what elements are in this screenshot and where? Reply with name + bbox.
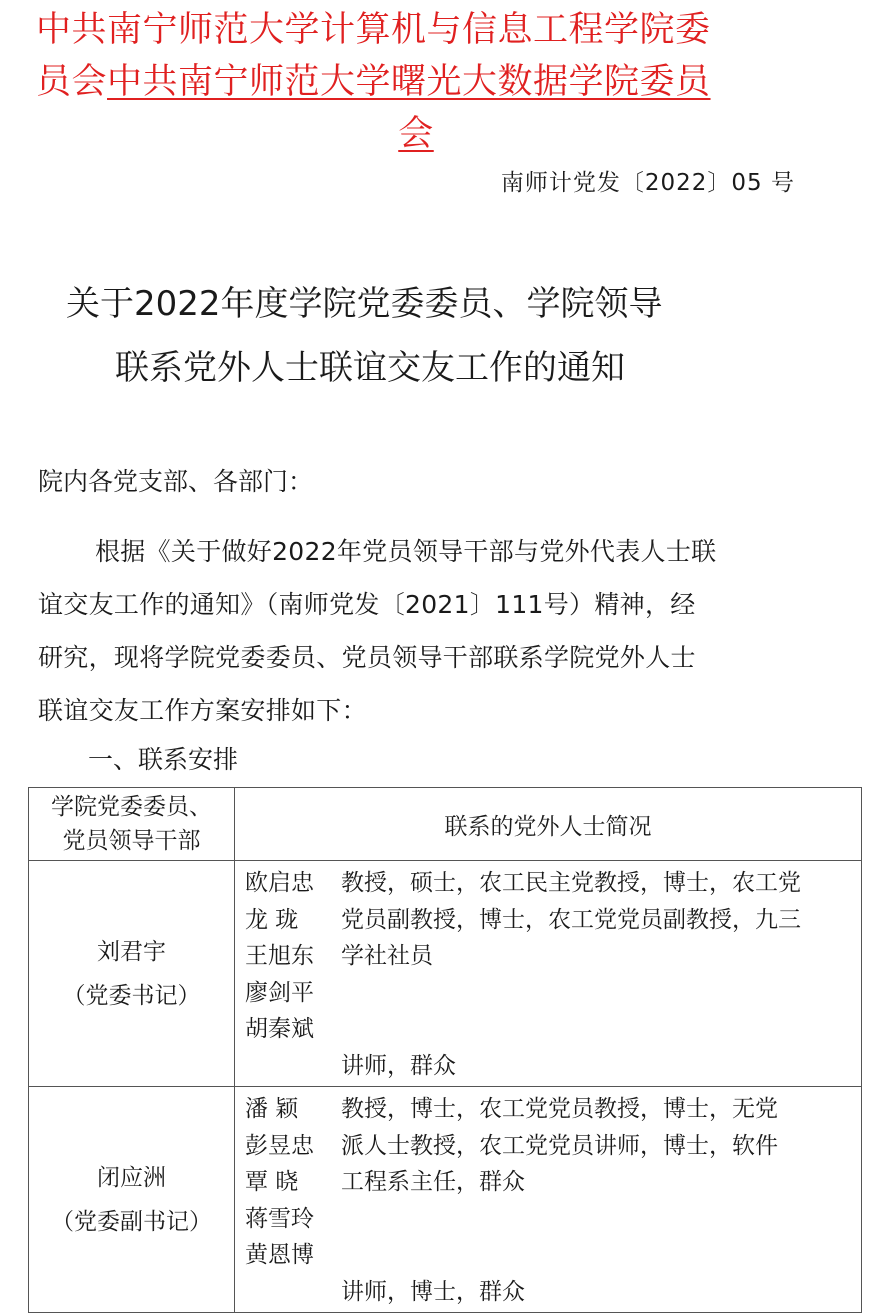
header-line3: 会 [398, 114, 434, 154]
header-col1-line2: 党员领导干部 [62, 828, 201, 854]
contact-name: 廖剑平 [245, 979, 314, 1006]
table-header-row [29, 788, 862, 861]
paragraph-line1: 根据《关于做好2022年党员领导干部与党外代表人士联 [95, 537, 717, 566]
desc-line: 讲师，群众 [341, 1052, 456, 1079]
paragraph-line2: 谊交友工作的通知》（南师党发〔2021〕111号）精神，经 [38, 590, 696, 619]
header-contacts-column: 联系的党外人士简况 [235, 788, 862, 861]
contact-name: 彭昱忠 [245, 1132, 314, 1159]
leader-cell [29, 1087, 235, 1313]
desc-line: 教授，博士，农工党党员教授，博士，无党 [341, 1096, 778, 1122]
leader-cell [29, 861, 235, 1087]
header-line2b: 中共南宁师范大学曙光大数据学院委员 [107, 62, 711, 102]
paragraph-line3: 研究，现将学院党委委员、党员领导干部联系学院党外人士 [38, 643, 696, 672]
contact-names [245, 865, 341, 1084]
contact-name: 胡秦斌 [245, 1016, 314, 1042]
body-paragraph [38, 525, 818, 737]
title-line2: 联系党外人士联谊交友工作的通知 [115, 348, 625, 388]
contacts-cell [235, 861, 862, 1087]
contact-name: 黄恩博 [245, 1242, 314, 1268]
section-heading: 一、联系安排 [88, 745, 239, 774]
table-row [29, 861, 862, 1087]
document-title [0, 272, 877, 400]
title-line1: 关于2022年度学院党委委员、学院领导 [66, 284, 663, 324]
contact-name: 覃 晓 [245, 1169, 299, 1195]
header-line2a: 员会 [36, 62, 108, 102]
contact-name: 龙 珑 [245, 906, 299, 933]
issuing-authority-header [36, 4, 796, 160]
desc-line: 教授，硕士，农工民主党教授，博士，农工党 [341, 870, 801, 896]
paragraph-line4: 联谊交友工作方案安排如下： [38, 696, 367, 725]
contact-descriptions [341, 1091, 861, 1310]
header-col1-line1: 学院党委委员、 [51, 794, 212, 820]
desc-line: 讲师，博士，群众 [341, 1278, 525, 1305]
desc-line: 党员副教授，博士，农工党党员副教授，九三 [341, 906, 801, 933]
table-row [29, 1087, 862, 1313]
desc-line: 学社社员 [341, 943, 433, 969]
contact-descriptions [341, 865, 861, 1084]
contact-name: 潘 颖 [245, 1096, 299, 1122]
desc-line: 派人士教授，农工党党员讲师，博士，软件 [341, 1132, 778, 1159]
contact-table [28, 787, 862, 1313]
salutation: 院内各党支部、各部门： [38, 467, 314, 496]
contact-name: 欧启忠 [245, 870, 314, 896]
leader-role: （党委副书记） [51, 1208, 212, 1235]
leader-role: （党委书记） [62, 982, 201, 1009]
leader-name: 闭应洲 [97, 1164, 166, 1191]
desc-line: 工程系主任，群众 [341, 1169, 525, 1195]
contact-name: 蒋雪玲 [245, 1205, 314, 1232]
leader-name: 刘君宇 [97, 938, 166, 965]
header-line1: 中共南宁师范大学计算机与信息工程学院委 [36, 10, 711, 50]
contact-name: 王旭东 [245, 943, 314, 969]
contacts-cell [235, 1087, 862, 1313]
document-number: 南师计党发〔2022〕05 号 [500, 170, 795, 196]
contact-names [245, 1091, 341, 1310]
header-leader-column [29, 788, 235, 861]
